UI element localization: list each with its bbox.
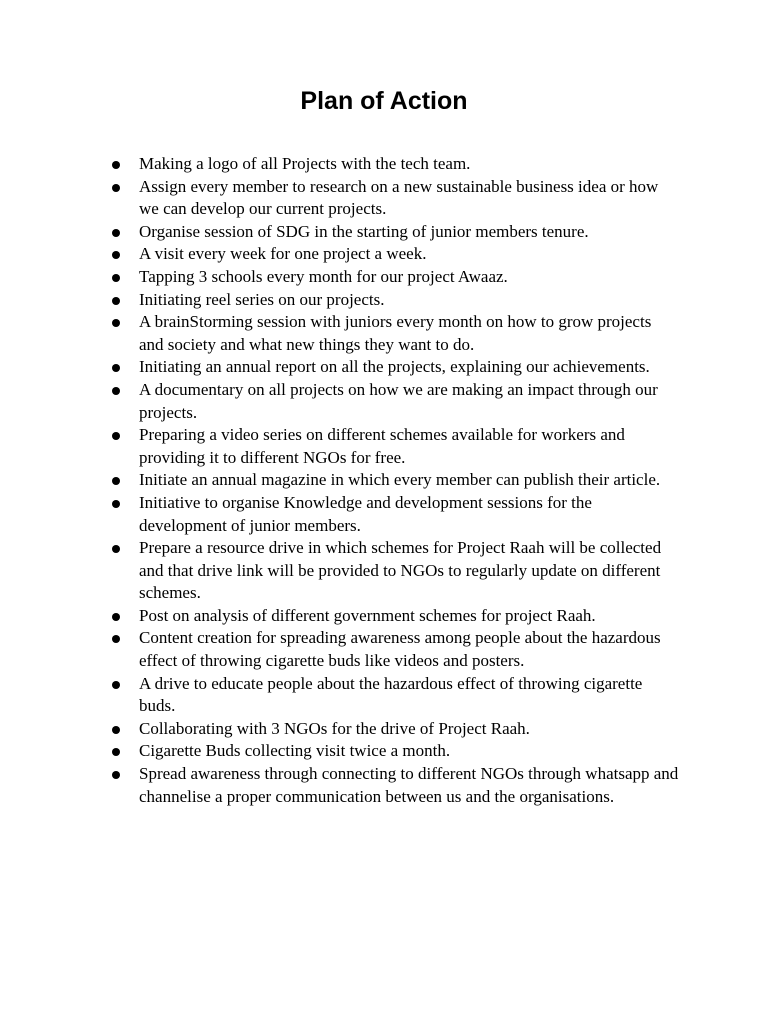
list-item bbox=[112, 627, 680, 672]
list-item-text: A visit every week for one project a week. bbox=[139, 244, 427, 264]
bullet-icon bbox=[112, 432, 120, 440]
list-item-text: Prepare a resource drive in which schemes for Project Raah will be collected and that drive link will be provided to NGOs to regularly update on different schemes. bbox=[139, 538, 662, 603]
bullet-icon bbox=[112, 251, 120, 259]
list-item-text: Cigarette Buds collecting visit twice a month. bbox=[139, 741, 451, 761]
bullet-icon bbox=[112, 545, 120, 553]
bullet-icon bbox=[112, 319, 120, 327]
list-item-text: Collaborating with 3 NGOs for the drive of Project Raah. bbox=[139, 718, 530, 738]
bullet-icon bbox=[112, 364, 120, 372]
list-item bbox=[112, 176, 680, 221]
bullet-icon bbox=[112, 500, 120, 508]
list-item bbox=[112, 379, 680, 424]
list-item bbox=[112, 718, 680, 741]
list-item bbox=[112, 311, 680, 356]
list-item-text: Assign every member to research on a new sustainable business idea or how we can develop our current projects. bbox=[139, 176, 659, 219]
list-item bbox=[112, 763, 680, 808]
list-item bbox=[112, 740, 680, 763]
bullet-icon bbox=[112, 681, 120, 689]
bullet-icon bbox=[112, 297, 120, 305]
list-item-text: Preparing a video series on different schemes available for workers and providing it to different NGOs for free. bbox=[139, 425, 625, 467]
page-title: Plan of Action bbox=[300, 87, 468, 115]
bullet-icon bbox=[112, 771, 120, 779]
list-item bbox=[112, 266, 680, 289]
list-item bbox=[112, 221, 680, 244]
list-item bbox=[112, 424, 680, 469]
list-item-text: Initiating reel series on our projects. bbox=[139, 289, 385, 309]
list-item bbox=[112, 492, 680, 537]
bullet-icon bbox=[112, 635, 120, 643]
list-item-text: Organise session of SDG in the starting of junior members tenure. bbox=[139, 221, 589, 241]
bullet-icon bbox=[112, 748, 120, 756]
list-item-text: A documentary on all projects on how we are making an impact through our projects. bbox=[139, 379, 658, 422]
list-item bbox=[112, 469, 680, 492]
bullet-icon bbox=[112, 387, 120, 395]
bullet-icon bbox=[112, 274, 120, 282]
bullet-icon bbox=[112, 184, 120, 192]
list-item bbox=[112, 153, 680, 176]
list-item bbox=[112, 537, 680, 605]
bullet-icon bbox=[112, 229, 120, 237]
list-item-text: Initiative to organise Knowledge and development sessions for the development of junior members. bbox=[139, 492, 592, 535]
bullet-icon bbox=[112, 613, 120, 621]
list-item bbox=[112, 243, 680, 266]
list-item-text: Making a logo of all Projects with the tech team. bbox=[139, 154, 471, 173]
list-item bbox=[112, 356, 680, 379]
list-item-text: Tapping 3 schools every month for our project Awaaz. bbox=[139, 266, 508, 286]
list-item-text: Spread awareness through connecting to different NGOs through whatsapp and channelise a proper communication between us and the organisations. bbox=[139, 764, 679, 806]
action-list bbox=[112, 153, 680, 808]
bullet-icon bbox=[112, 726, 120, 734]
bullet-icon bbox=[112, 161, 120, 169]
list-item-text: Content creation for spreading awareness among people about the hazardous effect of throwing cigarette buds like videos and posters. bbox=[139, 628, 661, 671]
bullet-icon bbox=[112, 477, 120, 485]
list-item-text: Initiating an annual report on all the projects, explaining our achievements. bbox=[139, 357, 650, 377]
list-item bbox=[112, 673, 680, 718]
list-item bbox=[112, 605, 680, 628]
list-item-text: Post on analysis of different government schemes for project Raah. bbox=[139, 605, 596, 625]
list-item bbox=[112, 289, 680, 312]
list-item-text: Initiate an annual magazine in which every member can publish their article. bbox=[139, 470, 661, 490]
list-item-text: A drive to educate people about the hazardous effect of throwing cigarette buds. bbox=[139, 673, 643, 716]
list-item-text: A brainStorming session with juniors every month on how to grow projects and society and what new things they want to do. bbox=[139, 312, 652, 354]
